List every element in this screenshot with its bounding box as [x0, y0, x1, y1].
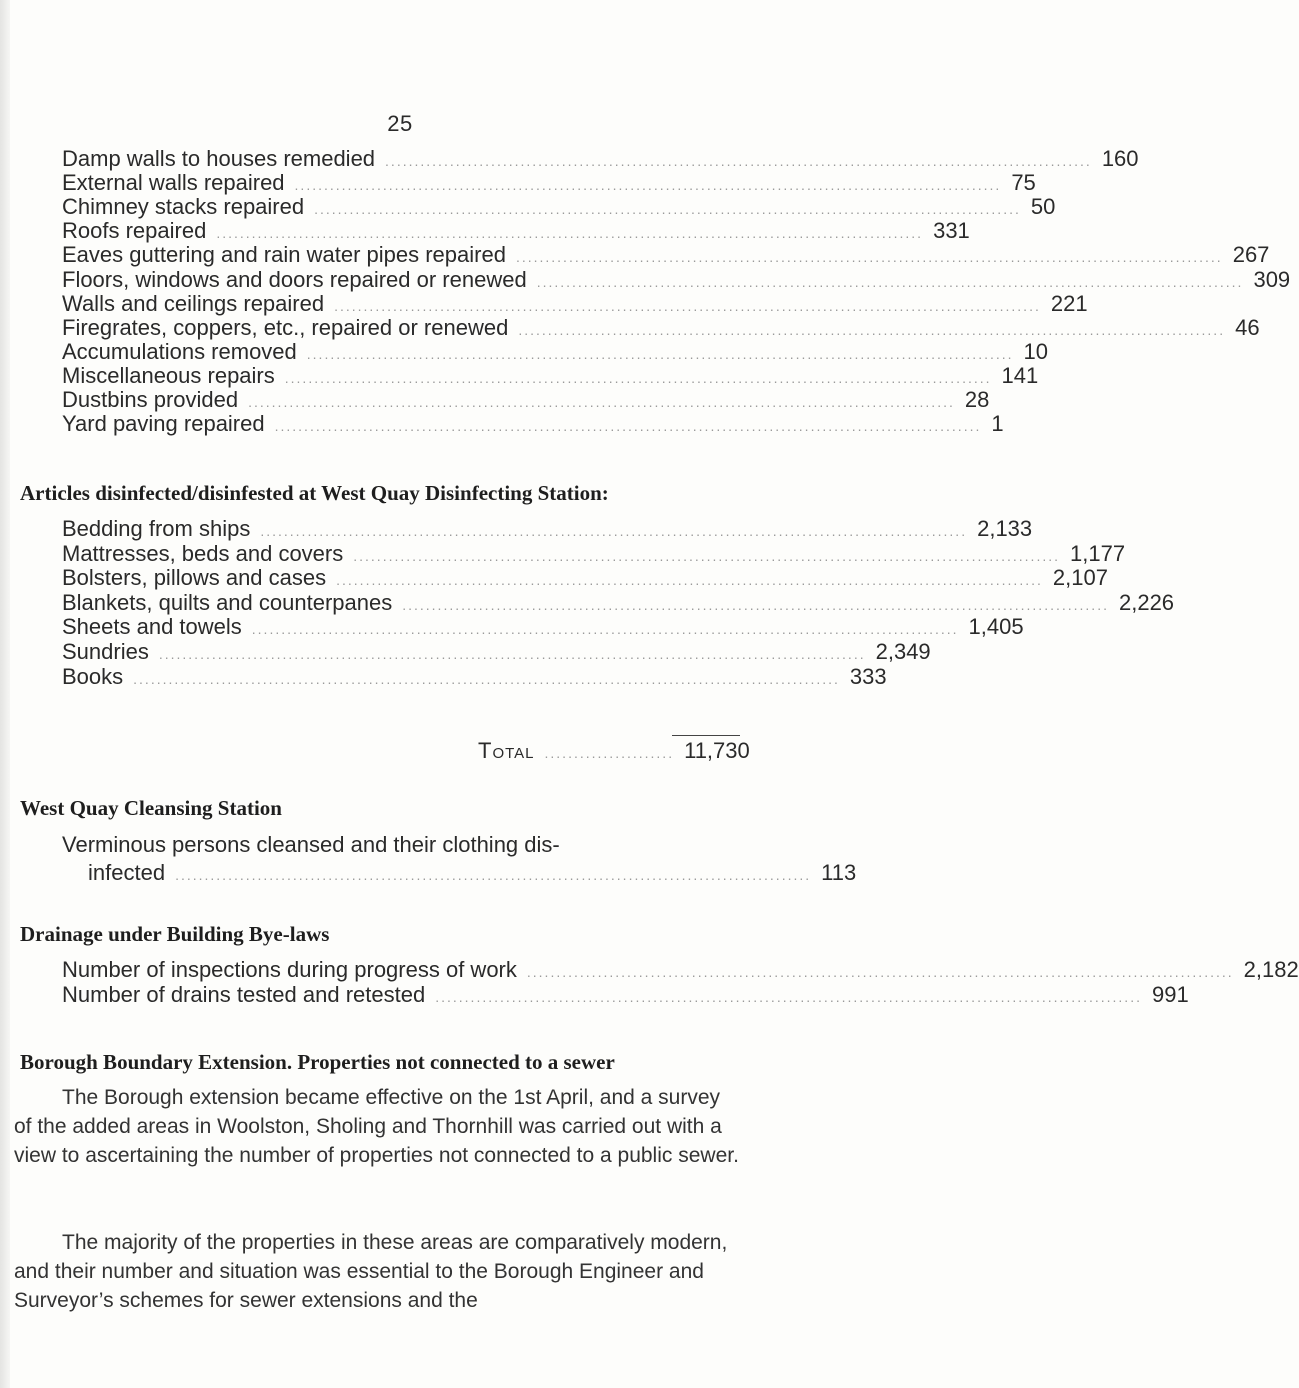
table-row — [62, 362, 1039, 389]
table-row — [62, 540, 1126, 567]
row-value: 141 — [1001, 362, 1039, 388]
row-label: Firegrates, coppers, etc., repaired or renewed — [62, 314, 509, 340]
row-label: Number of drains tested and retested — [62, 982, 426, 1007]
cleansing-value: 113 — [821, 860, 857, 885]
row-label: External walls repaired — [62, 170, 285, 196]
row-label: Damp walls to houses remedied — [62, 146, 376, 171]
row-label: Books — [62, 663, 124, 689]
table-row — [62, 266, 1291, 293]
table-row — [62, 957, 1299, 983]
boundary-paragraph-1: The Borough extension became effective on the 1st April, and a survey of the added areas in Woolston, Sholing and Thornhill was carried out with a view to ascertaining the number of properties not connected to a public sewer. — [14, 1086, 739, 1167]
leader-dots: ........................................................................................................................ — [216, 225, 924, 242]
table-row — [62, 194, 1056, 220]
leader-dots: ........................................................................................................................ — [336, 572, 1043, 589]
row-label: Walls and ceilings repaired — [62, 290, 325, 316]
binding-gutter — [0, 0, 10, 1388]
row-label: Sundries — [62, 639, 149, 664]
row-value: 267 — [1232, 242, 1270, 268]
row-value: 28 — [964, 387, 990, 412]
row-value: 309 — [1253, 266, 1291, 292]
total-value: 11,730 — [684, 738, 750, 763]
leader-dots: ...................... — [544, 745, 675, 761]
leader-dots: ........................................................................................................................ — [133, 670, 840, 687]
cleansing-row — [88, 860, 857, 886]
leader-dots: ........................................................................................................................ — [353, 547, 1061, 564]
leader-dots: ........................................................................................................................ — [248, 394, 955, 410]
boundary-paragraph-2: The majority of the properties in these areas are comparatively modern, and their number and situation was essential to the Borough Engineer and Surveyor’s schemes for sewer extensions and the — [14, 1231, 728, 1312]
total-rule — [672, 735, 740, 736]
row-value: 50 — [1030, 194, 1056, 220]
table-row — [62, 218, 970, 244]
row-value: 1,405 — [968, 614, 1024, 640]
table-row — [62, 589, 1175, 616]
disinfecting-total-row — [478, 738, 750, 764]
leader-dots: ........................................................................................................................ — [385, 153, 1092, 169]
leader-dots: ........................................................................................................................ — [536, 273, 1244, 290]
leader-dots: ........................................................................................................................ — [314, 201, 1021, 218]
row-value: 991 — [1151, 982, 1189, 1007]
row-value: 1,177 — [1070, 540, 1126, 566]
row-value: 75 — [1011, 170, 1036, 196]
row-label: Miscellaneous repairs — [62, 362, 275, 388]
drainage-heading: Drainage under Building Bye-laws — [20, 922, 330, 946]
table-row — [62, 242, 1270, 268]
table-row — [62, 663, 887, 690]
row-label: Eaves guttering and rain water pipes repaired — [62, 242, 506, 268]
table-row — [62, 387, 990, 413]
row-value: 2,107 — [1052, 565, 1108, 591]
table-row — [62, 170, 1036, 196]
row-label: Floors, windows and doors repaired or renewed — [62, 266, 527, 292]
leader-dots: ........................................................................................................................ — [526, 964, 1234, 980]
row-value: 2,182 — [1243, 957, 1299, 982]
row-label: Bolsters, pillows and cases — [62, 565, 327, 591]
table-row — [62, 516, 1033, 542]
leader-dots: ........................................................................................................................ — [402, 596, 1109, 613]
leader-dots: ............................................................................................................ — [175, 867, 812, 883]
row-value: 46 — [1235, 314, 1260, 340]
leader-dots: ........................................................................................................................ — [334, 297, 1041, 314]
table-row — [62, 338, 1049, 365]
table-row — [62, 411, 1004, 437]
disinfecting-heading: Articles disinfected/disinfested at West Quay Disinfecting Station: — [20, 481, 609, 505]
cleansing-text-line2: infected — [88, 860, 166, 885]
row-label: Bedding from ships — [62, 516, 251, 541]
table-row — [62, 314, 1260, 341]
table-row — [62, 146, 1139, 172]
table-row — [62, 290, 1088, 317]
cleansing-text-line1: Verminous persons cleansed and their clothing dis- — [62, 832, 560, 857]
row-value: 331 — [933, 218, 970, 244]
row-value: 160 — [1101, 146, 1139, 171]
row-value: 2,133 — [977, 516, 1033, 541]
row-value: 2,226 — [1118, 589, 1175, 615]
leader-dots: ........................................................................................................................ — [260, 523, 968, 539]
leader-dots: ........................................................................................................................ — [515, 249, 1223, 266]
row-label: Mattresses, beds and covers — [62, 540, 344, 566]
leader-dots: ........................................................................................................................ — [435, 989, 1142, 1005]
page-number: 25 — [387, 111, 413, 136]
row-label: Number of inspections during progress of work — [62, 957, 517, 982]
table-row — [62, 565, 1108, 591]
row-label: Blankets, quilts and counterpanes — [62, 589, 393, 615]
leader-dots: ........................................................................................................................ — [306, 345, 1014, 362]
table-row — [62, 614, 1024, 640]
cleansing-heading: West Quay Cleansing Station — [20, 796, 282, 820]
leader-dots: ........................................................................................................................ — [284, 369, 992, 386]
row-value: 333 — [849, 663, 887, 689]
row-label: Dustbins provided — [62, 387, 239, 412]
row-value: 2,349 — [875, 639, 931, 664]
row-label: Yard paving repaired — [62, 411, 265, 437]
row-value: 10 — [1023, 338, 1049, 364]
row-label: Accumulations removed — [62, 338, 297, 364]
cleansing-line1 — [62, 832, 742, 858]
leader-dots: ........................................................................................................................ — [294, 177, 1002, 194]
leader-dots: ........................................................................................................................ — [158, 646, 866, 662]
row-label: Chimney stacks repaired — [62, 194, 305, 220]
leader-dots: ........................................................................................................................ — [251, 621, 959, 638]
table-row — [62, 639, 931, 665]
row-label: Sheets and towels — [62, 614, 242, 640]
row-value: 221 — [1050, 290, 1088, 316]
table-row — [62, 982, 1189, 1008]
total-label: Total — [478, 738, 535, 763]
row-label: Roofs repaired — [62, 218, 207, 244]
leader-dots: ........................................................................................................................ — [518, 321, 1226, 338]
row-value: 1 — [991, 411, 1004, 437]
leader-dots: ........................................................................................................................ — [274, 418, 982, 435]
boundary-heading: Borough Boundary Extension. Properties not connected to a sewer — [20, 1050, 615, 1074]
